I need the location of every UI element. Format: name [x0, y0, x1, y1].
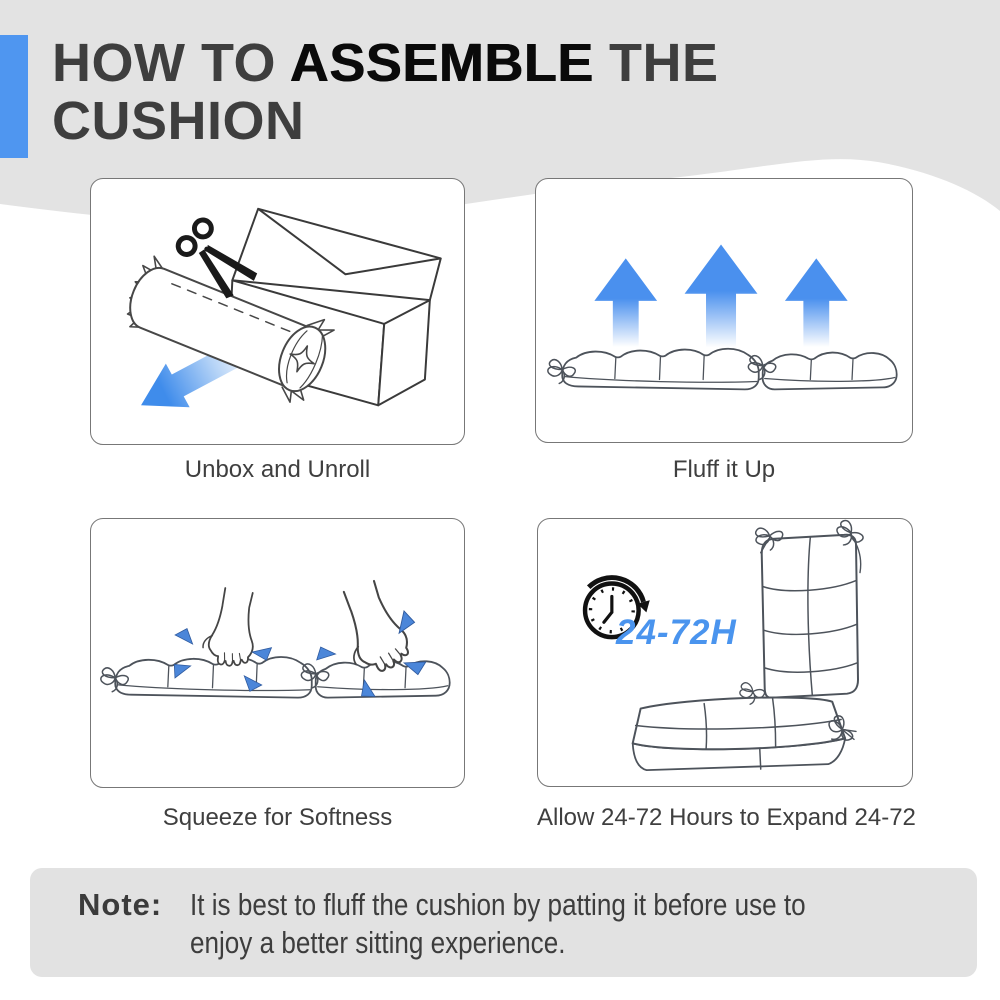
- step-panel-expand: [537, 518, 913, 787]
- fluff-illustration: [536, 179, 912, 442]
- title-line-1: [52, 34, 719, 92]
- step-caption-fluff: Fluff it Up: [672, 456, 776, 483]
- note-box: [30, 868, 977, 977]
- page-title: [52, 34, 719, 150]
- title-prefix: HOW TO: [52, 33, 290, 93]
- step-panel-fluff: [535, 178, 913, 443]
- step-caption-squeeze: Squeeze for Softness: [162, 804, 393, 831]
- bench-cushion-illustration: [548, 349, 897, 390]
- step-panel-unbox: [90, 178, 465, 445]
- step-panel-squeeze: [90, 518, 465, 788]
- note-text: It is best to fluff the cushion by patting it before use to enjoy a better sitting experience.: [190, 888, 806, 960]
- step-caption-expand: Allow 24-72 Hours to Expand 24-72: [537, 804, 916, 831]
- press-triangle-icon: [317, 647, 336, 660]
- title-suffix: THE: [593, 33, 719, 93]
- note-label: Note:: [78, 887, 163, 922]
- title-accent-bar: [0, 35, 28, 158]
- unbox-illustration: [91, 179, 464, 444]
- arrow-up-icon: [594, 258, 657, 347]
- duration-label: 24-72H: [616, 613, 737, 652]
- press-triangle-icon: [175, 626, 197, 648]
- step-caption-unbox: Unbox and Unroll: [184, 456, 371, 483]
- title-emphasis: ASSEMBLE: [289, 33, 594, 93]
- title-line-2: CUSHION: [52, 91, 305, 151]
- arrow-up-icon: [685, 245, 758, 348]
- squeeze-illustration: [91, 519, 464, 787]
- arrow-up-icon: [785, 258, 848, 347]
- hand-icon: [201, 586, 258, 668]
